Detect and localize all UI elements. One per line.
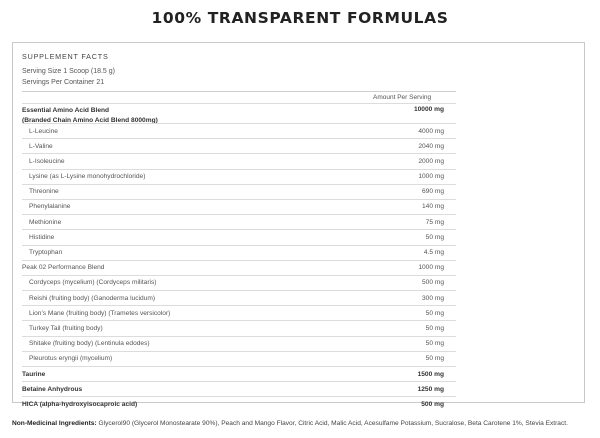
ingredient-name: L-Leucine — [29, 127, 58, 135]
ingredient-amount: 690 mg — [422, 188, 444, 196]
table-row — [22, 275, 456, 290]
ingredient-name: Pleurotus eryngii (mycelium) — [29, 355, 113, 363]
table-row — [22, 381, 456, 396]
ingredient-name: L-Valine — [29, 142, 53, 150]
table-row — [22, 214, 456, 229]
table-row — [22, 336, 456, 351]
ingredient-name: Lion's Mane (fruiting body) (Trametes versicolor) — [29, 309, 171, 317]
ingredient-name: Betaine Anhydrous — [22, 385, 83, 393]
table-row — [22, 320, 456, 335]
ingredient-name: Phenylalanine — [29, 203, 71, 211]
ingredients-text: Glycerol90 (Glycerol Monostearate 90%), Peach and Mango Flavor, Citric Acid, Malic Acid, Acesulfame Potassium, Sucralose, Beta Carotene 1%, Stevia Extract. — [98, 420, 568, 427]
amount-per-serving-header: Amount Per Serving — [373, 94, 432, 101]
supplement-facts-title: SUPPLEMENT FACTS — [22, 52, 109, 61]
serving-size: Serving Size 1 Scoop (18.5 g) — [22, 68, 115, 75]
servings-per-container: Servings Per Container 21 — [22, 79, 105, 86]
ingredient-amount: 1500 mg — [417, 370, 444, 378]
table-row — [22, 229, 456, 244]
ingredient-name: Cordyceps (mycelium) (Cordyceps militaris) — [29, 279, 157, 287]
ingredient-amount: 2040 mg — [418, 142, 444, 150]
ingredient-amount: 10000 mg — [413, 106, 444, 113]
ingredient-amount: 50 mg — [425, 324, 444, 332]
ingredient-name: L-Isoleucine — [29, 157, 65, 165]
table-row — [22, 260, 456, 275]
facts-table — [22, 103, 456, 412]
ingredient-amount: 50 mg — [425, 355, 444, 363]
ingredient-name: Reishi (fruiting body) (Ganoderma lucidum) — [29, 294, 156, 302]
ingredient-amount: 1000 mg — [418, 264, 444, 272]
table-row — [22, 184, 456, 199]
ingredient-amount: 50 mg — [425, 233, 444, 241]
ingredient-name-line1: Essential Amino Acid Blend — [22, 107, 110, 114]
table-row — [22, 366, 456, 381]
ingredient-name: Tryptophan — [29, 249, 63, 256]
ingredient-amount: 50 mg — [425, 309, 444, 317]
table-row — [22, 351, 456, 366]
table-row — [22, 103, 456, 123]
table-row — [22, 305, 456, 320]
ingredient-name: Threonine — [29, 188, 59, 196]
table-row — [22, 290, 456, 305]
ingredient-amount: 75 mg — [425, 218, 444, 226]
ingredient-name-line2: (Branded Chain Amino Acid Blend 8000mg) — [22, 116, 158, 124]
ingredient-amount: 1000 mg — [418, 173, 444, 181]
ingredient-name: Methionine — [29, 218, 62, 226]
ingredient-amount: 300 mg — [422, 294, 444, 302]
ingredient-amount: 140 mg — [422, 203, 444, 211]
table-row — [22, 169, 456, 184]
table-row — [22, 138, 456, 153]
ingredient-amount: 50 mg — [425, 340, 444, 348]
ingredient-name: HICA (alpha-hydroxyisocaproic acid) — [22, 400, 138, 408]
table-row — [22, 396, 456, 411]
non-medicinal-ingredients — [12, 419, 592, 429]
supplement-facts-panel — [12, 42, 585, 408]
ingredient-amount: 4.5 mg — [423, 249, 444, 256]
ingredient-name: Lysine (as L-Lysine monohydrochloride) — [29, 173, 146, 181]
ingredient-amount: 4000 mg — [418, 127, 444, 135]
ingredient-amount: 500 mg — [421, 400, 444, 408]
ingredient-amount: 1250 mg — [417, 385, 444, 393]
table-row — [22, 245, 456, 260]
table-row — [22, 123, 456, 138]
ingredient-name: Shitake (fruiting body) (Lentinula edodes) — [29, 340, 150, 348]
header-divider — [22, 91, 456, 92]
table-row — [22, 199, 456, 214]
page-heading: 100% TRANSPARENT FORMULAS — [151, 9, 449, 27]
table-row — [22, 153, 456, 168]
ingredient-amount: 2000 mg — [418, 157, 444, 165]
ingredient-name: Peak 02 Performance Blend — [22, 264, 105, 272]
ingredient-name: Turkey Tail (fruiting body) — [29, 324, 103, 332]
ingredient-name: Taurine — [22, 370, 46, 378]
ingredient-name: Histidine — [29, 233, 55, 241]
ingredients-label: Non-Medicinal Ingredients: — [12, 420, 97, 427]
ingredient-amount: 500 mg — [422, 279, 444, 287]
